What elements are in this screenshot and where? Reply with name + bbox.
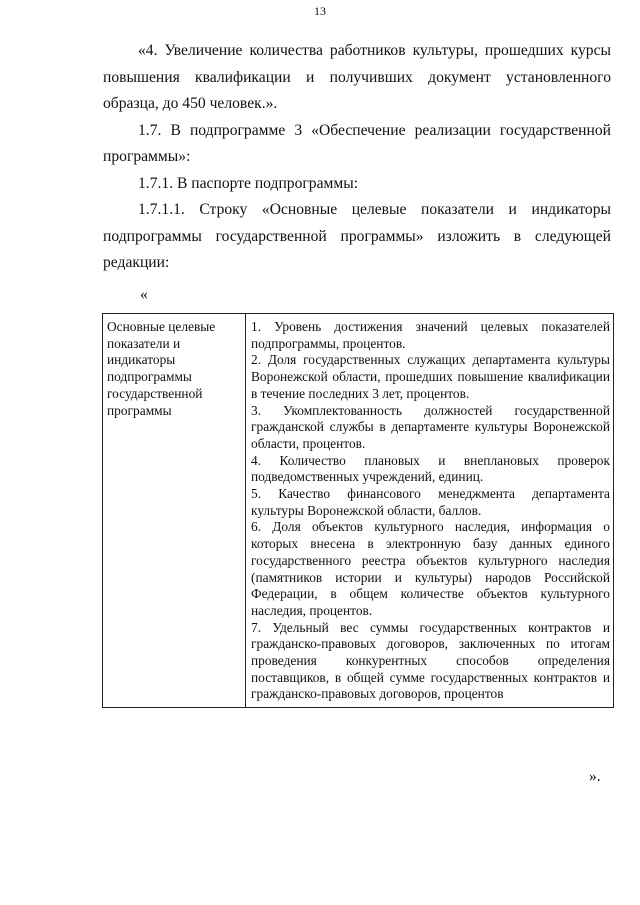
indicator-item-3: 3. Укомплектованность должностей государственной гражданской службы в департаменте культуры Воронежской области, процентов. bbox=[251, 402, 610, 451]
paragraph-1-7: 1.7. В подпрограмме 3 «Обеспечение реализации государственной программы»: bbox=[103, 121, 611, 165]
indicator-item-2: 2. Доля государственных служащих департамента культуры Воронежской области, прошедших повышение квалификации в течение последних 3 лет, процентов. bbox=[251, 352, 610, 401]
page-number: 13 bbox=[314, 4, 326, 18]
indicators-table bbox=[102, 313, 614, 708]
row-header-cell: Основные целевые показатели и индикаторы подпрограммы государственной программы bbox=[103, 314, 246, 708]
closing-quote: ». bbox=[589, 768, 601, 785]
indicators-list-cell bbox=[246, 314, 614, 708]
indicator-item-4: 4. Количество плановых и внеплановых проверок подведомственных учреждений, единиц. bbox=[251, 452, 610, 485]
indicator-item-5: 5. Качество финансового менеджмента департамента культуры Воронежской области, баллов. bbox=[251, 486, 610, 518]
table-row bbox=[103, 314, 614, 708]
paragraph-1-7-1: 1.7.1. В паспорте подпрограммы: bbox=[138, 174, 359, 192]
paragraph-item-4: «4. Увеличение количества работников культуры, прошедших курсы повышения квалификации и получивших документ установленного образца, до 450 человек.». bbox=[103, 42, 611, 112]
document-body bbox=[103, 38, 611, 277]
indicator-item-7: 7. Удельный вес суммы государственных контрактов и гражданско-правовых договоров, заключенных по итогам проведения конкурентных способов определения поставщиков, в общей сумме государственных контрактов и гражданско-правовых договоров, процентов bbox=[251, 619, 610, 702]
opening-quote: « bbox=[140, 286, 148, 303]
indicator-item-6: 6. Доля объектов культурного наследия, информация о которых внесена в электронную базу данных единого государственного реестра объектов культурного наследия (памятников истории и культуры) народов Российской Федерации, в общем количестве объектов культурного наследия, процентов. bbox=[251, 519, 610, 618]
paragraph-1-7-1-1: 1.7.1.1. Строку «Основные целевые показатели и индикаторы подпрограммы государственной программы» изложить в следующей редакции: bbox=[103, 201, 611, 271]
indicator-item-1: 1. Уровень достижения значений целевых показателей подпрограммы, процентов. bbox=[251, 319, 610, 351]
